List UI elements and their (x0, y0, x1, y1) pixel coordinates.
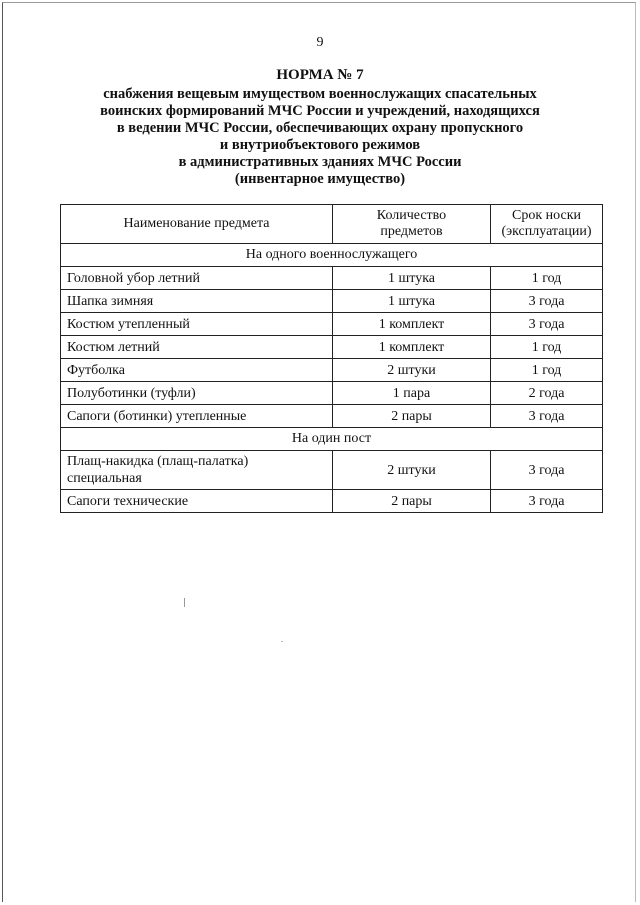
subtitle-line: и внутриобъектового режимов (219, 137, 421, 153)
item-term: 3 года (491, 451, 603, 490)
subtitle-line: в ведении МЧС России, обеспечивающих охрану пропускного (116, 120, 524, 136)
item-term: 1 год (491, 336, 603, 359)
item-term: 2 года (491, 382, 603, 405)
item-name: Костюм летний (61, 336, 333, 359)
subtitle-line: (инвентарное имущество) (234, 171, 406, 187)
table-row (61, 490, 603, 513)
table-row (61, 313, 603, 336)
item-name (61, 451, 333, 490)
item-name: Шапка зимняя (61, 290, 333, 313)
document-title: НОРМА № 7 (276, 67, 364, 83)
item-term: 1 год (491, 359, 603, 382)
column-header-name: Наименование предмета (61, 205, 333, 244)
table-row (61, 290, 603, 313)
table-row (61, 336, 603, 359)
column-header-term (491, 205, 603, 244)
section-header-row (61, 244, 603, 267)
item-term: 3 года (491, 405, 603, 428)
table-header-row (61, 205, 603, 244)
item-quantity: 1 комплект (333, 313, 491, 336)
term-header-line: Срок носки (512, 208, 581, 223)
item-term: 3 года (491, 313, 603, 336)
table-row (61, 451, 603, 490)
item-name: Сапоги (ботинки) утепленные (61, 405, 333, 428)
norm-table (60, 204, 603, 513)
scan-artifact (184, 598, 185, 607)
item-quantity: 2 штуки (333, 451, 491, 490)
item-name: Футболка (61, 359, 333, 382)
column-header-quantity (333, 205, 491, 244)
item-name: Сапоги технические (61, 490, 333, 513)
item-name: Костюм утепленный (61, 313, 333, 336)
item-term: 1 год (491, 267, 603, 290)
term-header-line: (эксплуатации) (501, 224, 592, 239)
item-name: Полуботинки (туфли) (61, 382, 333, 405)
table-row (61, 267, 603, 290)
table-row (61, 382, 603, 405)
page-number: 9 (316, 35, 324, 50)
section-title: На один пост (61, 428, 603, 451)
quantity-header-line: предметов (380, 224, 443, 239)
item-quantity: 1 штука (333, 290, 491, 313)
document-subtitle (0, 86, 640, 188)
item-quantity: 1 штука (333, 267, 491, 290)
table-row (61, 359, 603, 382)
item-name-line: специальная (67, 471, 142, 486)
item-quantity: 1 пара (333, 382, 491, 405)
subtitle-line: в административных зданиях МЧС России (178, 154, 462, 170)
item-quantity: 2 пары (333, 405, 491, 428)
item-term: 3 года (491, 490, 603, 513)
subtitle-line: снабжения вещевым имуществом военнослужащих спасательных (103, 86, 537, 102)
quantity-header-line: Количество (376, 208, 447, 223)
item-quantity: 1 комплект (333, 336, 491, 359)
item-quantity: 2 штуки (333, 359, 491, 382)
item-name: Головной убор летний (61, 267, 333, 290)
item-quantity: 2 пары (333, 490, 491, 513)
section-header-row (61, 428, 603, 451)
section-title: На одного военнослужащего (61, 244, 603, 267)
subtitle-line: воинских формирований МЧС России и учреждений, находящихся (100, 103, 540, 119)
item-name-line: Плащ-накидка (плащ-палатка) (67, 454, 249, 469)
scan-artifact (281, 641, 283, 642)
table-row (61, 405, 603, 428)
item-term: 3 года (491, 290, 603, 313)
